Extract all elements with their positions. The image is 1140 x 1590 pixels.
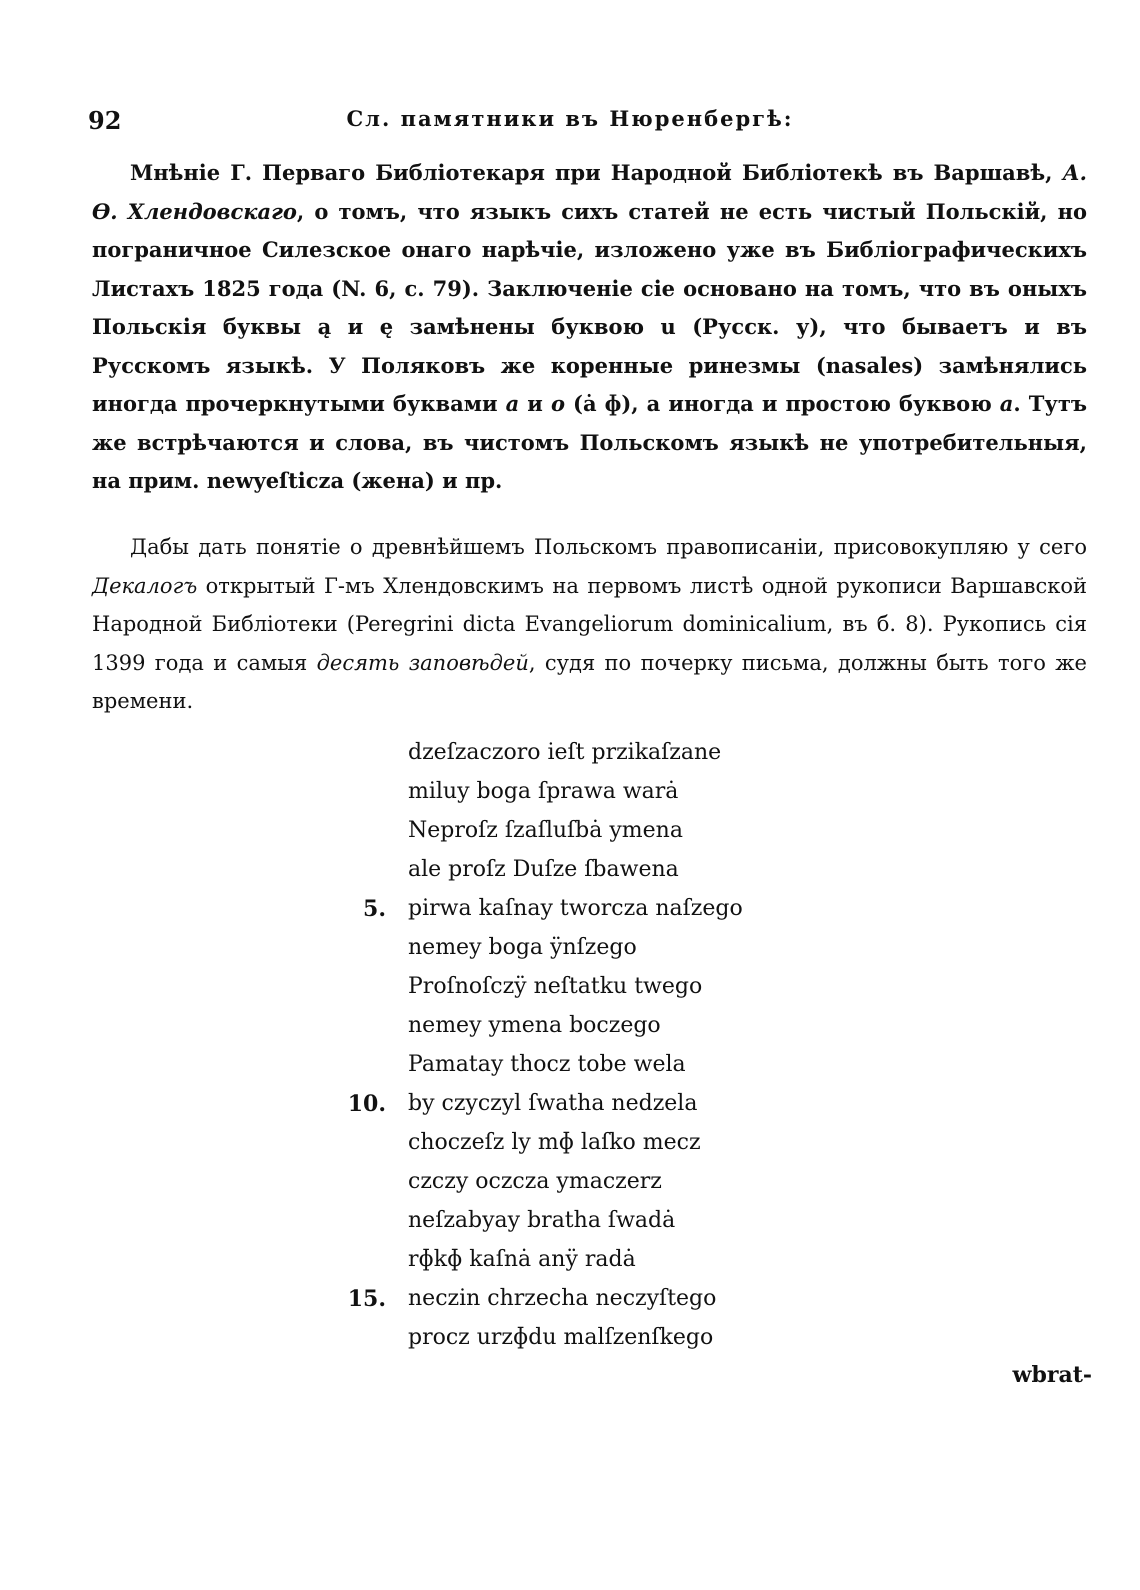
- poem-line-text: nemey boga ÿnſzego: [408, 935, 637, 960]
- poem-line-number: 10.: [347, 1090, 386, 1117]
- running-head: Сл. памятники въ Нюренбергѣ:: [346, 106, 794, 131]
- p1-letter-a: a: [505, 391, 520, 416]
- decalogue-poem: [340, 733, 743, 1357]
- poem-line-text: procz urzɸdu malſzenſkego: [408, 1325, 714, 1350]
- poem-line-text: pirwa kaſnay tworcza naſzego: [408, 896, 743, 921]
- poem-line-text: neſzabyay bratha ſwadȧ: [408, 1208, 676, 1233]
- poem-line: [340, 1201, 743, 1240]
- p1-text-4: (ȧ ɸ), а иногда и простою буквою: [564, 391, 1000, 416]
- p1-text-3: и: [519, 391, 551, 416]
- poem-line: [340, 733, 743, 772]
- poem-line-text: Neproſz ſzaſluſbȧ ymena: [408, 818, 683, 843]
- paragraph-decalogue-intro: [92, 528, 1087, 721]
- poem-line-text: miluy boga ſprawa warȧ: [408, 779, 679, 804]
- poem-line-text: Proſnoſczÿ neſtatku twego: [408, 974, 703, 999]
- poem-line: [340, 967, 743, 1006]
- poem-line: [340, 811, 743, 850]
- catchword: wbrat-: [1012, 1362, 1092, 1388]
- poem-line-number: 15.: [347, 1285, 386, 1312]
- poem-line-text: rɸkɸ kaſnȧ anÿ radȧ: [408, 1247, 636, 1272]
- p1-text-1: Мнѣніе Г. Перваго Библіотекаря при Народной Библіотекѣ въ Варшавѣ,: [130, 160, 1063, 185]
- page-number: 92: [88, 106, 122, 135]
- poem-line: [340, 850, 743, 889]
- p1-author-name: А. Ѳ. Хлендовскаго: [92, 160, 1087, 224]
- p2-commandments: десять заповѣдей: [316, 650, 529, 675]
- poem-line: [340, 1162, 743, 1201]
- poem-line-text: Pamatay thocz tobe wela: [408, 1052, 686, 1077]
- poem-line: [340, 1240, 743, 1279]
- poem-line: [340, 1318, 743, 1357]
- poem-line-number: 5.: [363, 895, 386, 922]
- poem-line: [340, 1084, 743, 1123]
- p1-text-5: . Тутъ же встрѣчаются и слова, въ чистомъ Польскомъ языкѣ не употребительныя, на прим. newyeſticza (жена) и пр.: [92, 391, 1087, 493]
- poem-line: [340, 1006, 743, 1045]
- poem-line: [340, 1279, 743, 1318]
- p2-decalog: Декалогъ: [92, 573, 198, 598]
- poem-line-text: ale proſz Duſze ſbawena: [408, 857, 679, 882]
- poem-line: [340, 928, 743, 967]
- poem-line-text: choczeſz ly mɸ laſko mecz: [408, 1130, 701, 1155]
- poem-line: [340, 1123, 743, 1162]
- poem-line-text: czczy oczcza ymaczerz: [408, 1169, 662, 1194]
- poem-line: [340, 1045, 743, 1084]
- p2-text-2: открытый Г-мъ Хлендовскимъ на первомъ листѣ одной рукописи Варшавской Народной Библіотеки (Peregrini dicta Evangeliorum dominicalium, въ б. 8). Рукопись сія 1399 года и самыя: [92, 573, 1087, 675]
- p1-letter-a2: a: [999, 391, 1014, 416]
- poem-line: [340, 772, 743, 811]
- p2-text-3: , судя по почерку письма, должны быть того же времени.: [92, 650, 1087, 713]
- poem-line-text: nemey ymena boczego: [408, 1013, 661, 1038]
- poem-line-text: by czyczyl ſwatha nedzela: [408, 1091, 698, 1116]
- paragraph-opinion: [92, 154, 1087, 501]
- p1-letter-o: o: [550, 391, 565, 416]
- poem-line-text: neczin chrzecha neczyſtego: [408, 1286, 717, 1311]
- p2-text-1: Дабы дать понятіе о древнѣйшемъ Польскомъ правописаніи, присовокупляю у сего: [130, 535, 1087, 559]
- poem-line: [340, 889, 743, 928]
- p1-text-2: , о томъ, что языкъ сихъ статей не есть чистый Польскій, но пограничное Силезское онаго нарѣчіе, изложено уже въ Библіографическихъ Листахъ 1825 года (N. 6, с. 79). Заключеніе сіе основано на томъ, что въ оныхъ Польскія буквы ą и ę замѣнены буквою u (Русск. у), что бываетъ и въ Русскомъ языкѣ. У Поляковъ же коренные ринезмы (nasales) замѣнялись иногда прочеркнутыми буквами: [92, 198, 1087, 416]
- poem-line-text: dzeſzaczoro ieſt przikaſzane: [408, 740, 722, 765]
